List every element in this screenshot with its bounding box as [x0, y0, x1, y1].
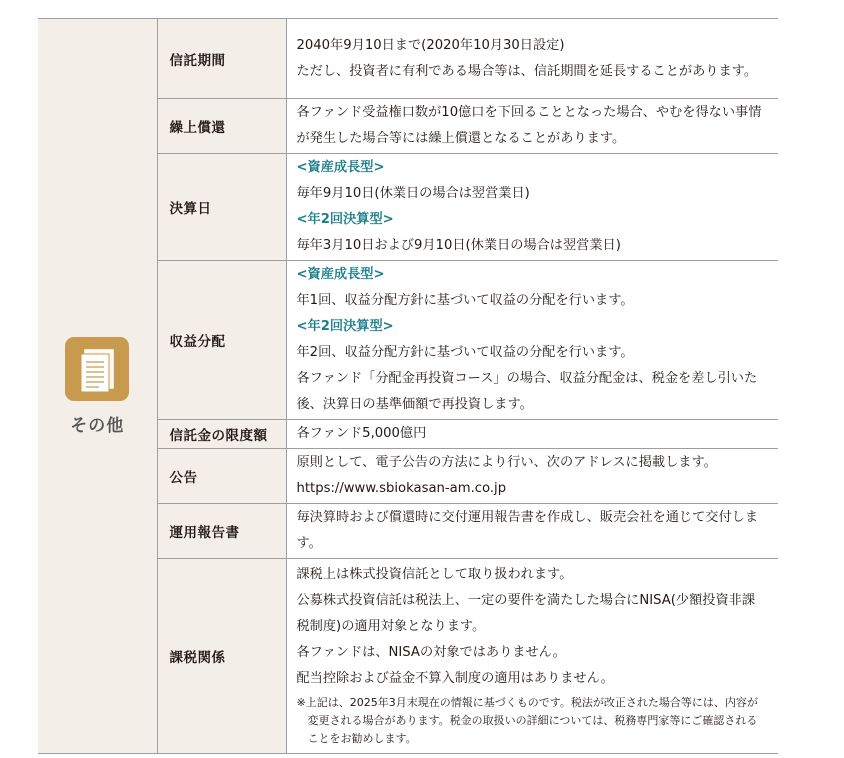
row-label-management-report: 運用報告書 — [157, 504, 286, 559]
text-line: 毎年9月10日(休業日の場合は翌営業日) — [296, 186, 530, 201]
text-line: 年1回、収益分配方針に基づいて収益の分配を行います。 — [296, 293, 634, 308]
text-line: 各ファンド「分配金再投資コース」の場合、収益分配金は、税金を差し引いた後、決算日の基準価額で再投資します。 — [296, 371, 758, 412]
row-content-distribution — [286, 261, 778, 420]
row-content-taxation — [286, 559, 778, 754]
row-content-trust-period — [286, 19, 778, 99]
row-label-trust-period: 信託期間 — [157, 19, 286, 99]
row-content-early-redemption — [286, 99, 778, 154]
fund-type-tag: <年2回決算型> — [296, 319, 394, 334]
row-label-trust-limit: 信託金の限度額 — [157, 420, 286, 449]
row-label-distribution: 収益分配 — [157, 261, 286, 420]
text-line: 課税上は株式投資信託として取り扱われます。 — [296, 567, 573, 582]
fund-type-tag: <年2回決算型> — [296, 212, 394, 227]
text-line: 公募株式投資信託は税法上、一定の要件を満たした場合にNISA(少額投資非課税制度)の適用対象となります。 — [296, 593, 756, 634]
tax-note: ※上記は、2025年3月末現在の情報に基づくものです。税法が改正された場合等には、内容が変更される場合があります。税金の取扱いの詳細については、税務専門家等にご確認されることをお勧めします。 — [296, 696, 758, 745]
category-cell — [38, 19, 157, 754]
text-line: ただし、投資者に有利である場合等は、信託期間を延長することがあります。 — [296, 63, 758, 79]
text-line: 配当控除および益金不算入制度の適用はありません。 — [296, 671, 614, 686]
row-label-early-redemption: 繰上償還 — [157, 99, 286, 154]
fund-info-table-wrapper — [38, 18, 778, 754]
text-line: 2040年9月10日まで(2020年10月30日設定) — [296, 37, 565, 53]
document-icon-box — [65, 337, 129, 401]
document-icon — [79, 347, 117, 393]
table-row — [38, 19, 778, 99]
fund-type-tag: <資産成長型> — [296, 267, 385, 282]
fund-info-table — [38, 18, 778, 754]
fund-type-tag: <資産成長型> — [296, 160, 385, 175]
text-line: 年2回、収益分配方針に基づいて収益の分配を行います。 — [296, 345, 634, 360]
category-label: その他 — [70, 415, 125, 436]
row-content-settlement-date — [286, 154, 778, 261]
row-content-public-notice — [286, 449, 778, 504]
text-line: 原則として、電子公告の方法により行い、次のアドレスに掲載します。 — [296, 455, 717, 470]
row-label-settlement-date: 決算日 — [157, 154, 286, 261]
website-link[interactable]: https://www.sbiokasan-am.co.jp — [296, 481, 507, 496]
text-line: 毎決算時および償還時に交付運用報告書を作成し、販売会社を通じて交付します。 — [296, 510, 759, 551]
text-line: 各ファンド5,000億円 — [296, 426, 427, 441]
row-label-public-notice: 公告 — [157, 449, 286, 504]
row-content-management-report — [286, 504, 778, 559]
row-label-taxation: 課税関係 — [157, 559, 286, 754]
row-content-trust-limit — [286, 420, 778, 449]
text-line: 毎年3月10日および9月10日(休業日の場合は翌営業日) — [296, 238, 621, 253]
text-line: 各ファンドは、NISAの対象ではありません。 — [296, 645, 566, 660]
text-line: 各ファンド受益権口数が10億口を下回ることとなった場合、やむを得ない事情が発生した場合等には繰上償還となることがあります。 — [296, 105, 762, 146]
